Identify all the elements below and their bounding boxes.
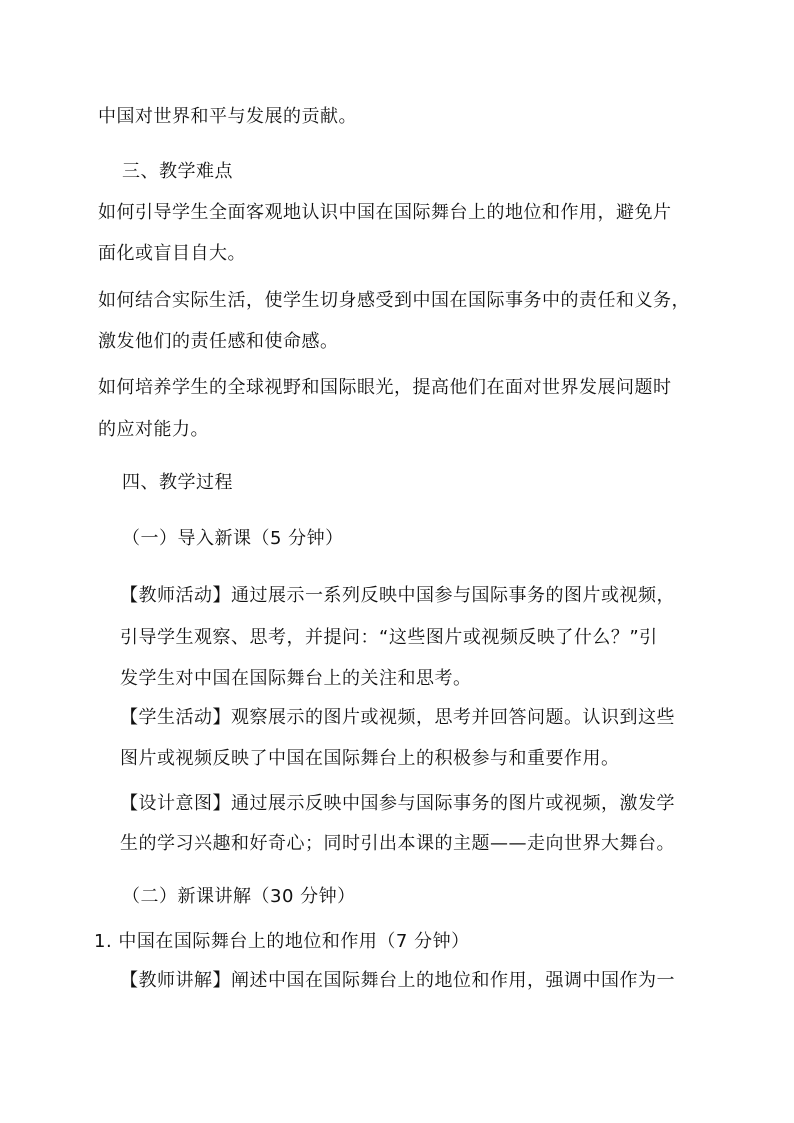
text-line: 【设计意图】通过展示反映中国参与国际事务的图片或视频，激发学: [120, 793, 675, 814]
text-line: 生的学习兴趣和好奇心；同时引出本课的主题——走向世界大舞台。: [120, 833, 675, 854]
text-line: 图片或视频反映了中国在国际舞台上的积极参与和重要作用。: [120, 748, 620, 769]
text-line: 【教师讲解】阐述中国在国际舞台上的地位和作用，强调中国作为一: [120, 970, 675, 991]
section-heading: 四、教学过程: [122, 472, 233, 493]
text-line: 如何培养学生的全球视野和国际眼光，提高他们在面对世界发展问题时: [98, 377, 672, 398]
text-line: 如何引导学生全面客观地认识中国在国际舞台上的地位和作用，避免片: [98, 202, 672, 223]
text-line: 发学生对中国在国际舞台上的关注和思考。: [120, 668, 472, 689]
text-line: 面化或盲目自大。: [98, 243, 246, 264]
text-line: 引导学生观察、思考，并提问：“这些图片或视频反映了什么？”引: [120, 627, 658, 648]
section-heading: 三、教学难点: [122, 161, 233, 182]
text-line: 【教师活动】通过展示一系列反映中国参与国际事务的图片或视频，: [120, 585, 675, 606]
text-line: 如何结合实际生活，使学生切身感受到中国在国际事务中的责任和义务，: [98, 290, 690, 311]
subsection-heading: （一）导入新课（5 分钟）: [122, 528, 344, 549]
numbered-heading: 1. 中国在国际舞台上的地位和作用（7 分钟）: [94, 931, 470, 952]
subsection-heading: （二）新课讲解（30 分钟）: [122, 886, 356, 907]
text-line: 【学生活动】观察展示的图片或视频，思考并回答问题。认识到这些: [120, 707, 675, 728]
text-line: 中国对世界和平与发展的贡献。: [98, 106, 357, 127]
text-line: 激发他们的责任感和使命感。: [98, 331, 339, 352]
text-line: 的应对能力。: [98, 419, 209, 440]
